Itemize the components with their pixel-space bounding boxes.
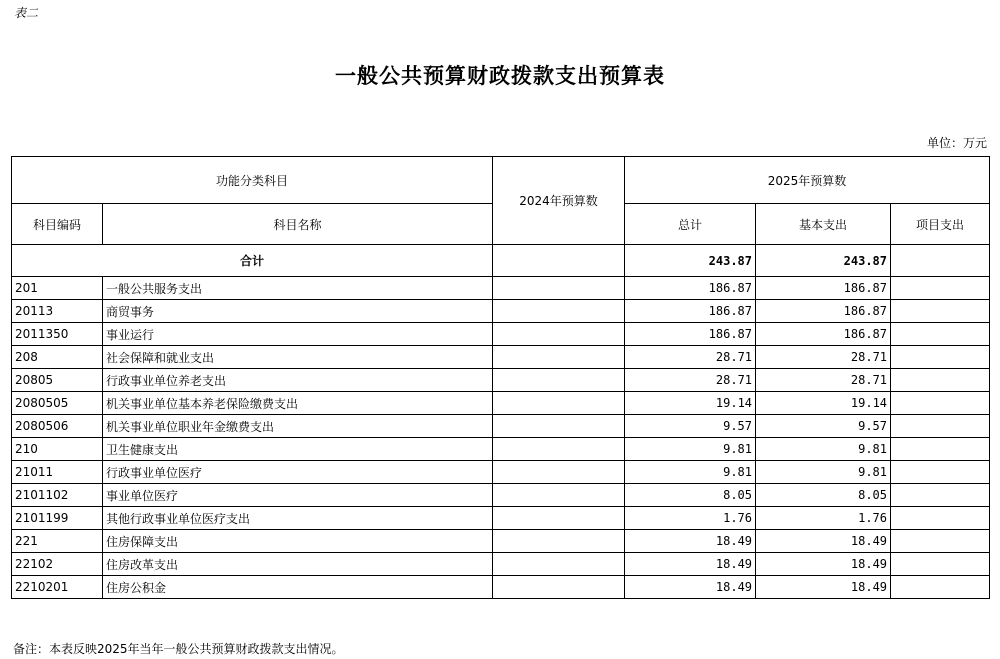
header-budget-2025-group: 2025年预算数	[625, 157, 990, 204]
row-code: 208	[12, 346, 103, 369]
row-name: 机关事业单位职业年金缴费支出	[103, 415, 493, 438]
row-basic: 28.71	[756, 346, 891, 369]
header-budget-2024: 2024年预算数	[493, 157, 625, 245]
row-total: 18.49	[625, 553, 756, 576]
row-project	[891, 484, 990, 507]
row-name: 商贸事务	[103, 300, 493, 323]
row-project	[891, 346, 990, 369]
row-basic: 8.05	[756, 484, 891, 507]
row-budget-2024	[493, 415, 625, 438]
table-row	[12, 507, 990, 530]
row-budget-2024	[493, 438, 625, 461]
row-code: 201	[12, 277, 103, 300]
row-project	[891, 392, 990, 415]
row-budget-2024	[493, 323, 625, 346]
row-code: 2080505	[12, 392, 103, 415]
total-basic: 243.87	[756, 245, 891, 277]
row-basic: 1.76	[756, 507, 891, 530]
row-total: 9.81	[625, 438, 756, 461]
row-name: 其他行政事业单位医疗支出	[103, 507, 493, 530]
table-row	[12, 530, 990, 553]
budget-table	[11, 156, 990, 599]
row-project	[891, 415, 990, 438]
total-total: 243.87	[625, 245, 756, 277]
row-name: 行政事业单位养老支出	[103, 369, 493, 392]
row-basic: 9.81	[756, 438, 891, 461]
row-name: 卫生健康支出	[103, 438, 493, 461]
row-basic: 18.49	[756, 576, 891, 599]
row-basic: 186.87	[756, 277, 891, 300]
header-subject-group: 功能分类科目	[12, 157, 493, 204]
table-row	[12, 392, 990, 415]
row-basic: 18.49	[756, 530, 891, 553]
header-total: 总计	[625, 204, 756, 245]
row-name: 住房保障支出	[103, 530, 493, 553]
row-budget-2024	[493, 369, 625, 392]
row-name: 行政事业单位医疗	[103, 461, 493, 484]
table-row	[12, 438, 990, 461]
table-row	[12, 323, 990, 346]
row-budget-2024	[493, 300, 625, 323]
header-name: 科目名称	[103, 204, 493, 245]
header-code: 科目编码	[12, 204, 103, 245]
row-basic: 186.87	[756, 323, 891, 346]
row-code: 20113	[12, 300, 103, 323]
row-code: 210	[12, 438, 103, 461]
row-name: 住房公积金	[103, 576, 493, 599]
row-total: 28.71	[625, 369, 756, 392]
total-project	[891, 245, 990, 277]
row-project	[891, 438, 990, 461]
row-budget-2024	[493, 346, 625, 369]
row-code: 2080506	[12, 415, 103, 438]
table-row	[12, 300, 990, 323]
row-budget-2024	[493, 277, 625, 300]
unit-label: 单位：万元	[926, 136, 987, 150]
row-total: 9.57	[625, 415, 756, 438]
total-row	[12, 245, 990, 277]
table-row	[12, 576, 990, 599]
row-total: 28.71	[625, 346, 756, 369]
row-code: 2101102	[12, 484, 103, 507]
row-code: 22102	[12, 553, 103, 576]
table-row	[12, 277, 990, 300]
row-project	[891, 369, 990, 392]
footnote: 备注：本表反映2025年当年一般公共预算财政拨款支出情况。	[13, 642, 344, 656]
row-project	[891, 553, 990, 576]
row-project	[891, 300, 990, 323]
row-project	[891, 461, 990, 484]
row-name: 事业运行	[103, 323, 493, 346]
table-row	[12, 484, 990, 507]
row-code: 20805	[12, 369, 103, 392]
row-total: 18.49	[625, 576, 756, 599]
row-project	[891, 323, 990, 346]
row-name: 社会保障和就业支出	[103, 346, 493, 369]
row-name: 机关事业单位基本养老保险缴费支出	[103, 392, 493, 415]
row-total: 186.87	[625, 323, 756, 346]
row-code: 221	[12, 530, 103, 553]
row-basic: 9.57	[756, 415, 891, 438]
row-code: 2101199	[12, 507, 103, 530]
row-total: 8.05	[625, 484, 756, 507]
table-row	[12, 461, 990, 484]
row-basic: 18.49	[756, 553, 891, 576]
table-number-label: 表二	[14, 6, 39, 20]
row-basic: 28.71	[756, 369, 891, 392]
row-budget-2024	[493, 461, 625, 484]
row-code: 21011	[12, 461, 103, 484]
row-total: 18.49	[625, 530, 756, 553]
page-title: 一般公共预算财政拨款支出预算表	[335, 63, 665, 88]
row-total: 9.81	[625, 461, 756, 484]
table-row	[12, 369, 990, 392]
header-row-1	[12, 157, 990, 204]
row-budget-2024	[493, 530, 625, 553]
row-project	[891, 530, 990, 553]
row-code: 2210201	[12, 576, 103, 599]
row-budget-2024	[493, 576, 625, 599]
total-budget-2024	[493, 245, 625, 277]
row-budget-2024	[493, 392, 625, 415]
row-total: 186.87	[625, 277, 756, 300]
row-project	[891, 277, 990, 300]
total-label: 合计	[12, 245, 493, 277]
table-row	[12, 346, 990, 369]
row-budget-2024	[493, 484, 625, 507]
row-project	[891, 576, 990, 599]
row-budget-2024	[493, 553, 625, 576]
header-basic: 基本支出	[756, 204, 891, 245]
row-basic: 186.87	[756, 300, 891, 323]
row-name: 一般公共服务支出	[103, 277, 493, 300]
row-budget-2024	[493, 507, 625, 530]
row-total: 1.76	[625, 507, 756, 530]
row-name: 住房改革支出	[103, 553, 493, 576]
row-name: 事业单位医疗	[103, 484, 493, 507]
row-basic: 19.14	[756, 392, 891, 415]
row-total: 186.87	[625, 300, 756, 323]
header-project: 项目支出	[891, 204, 990, 245]
row-basic: 9.81	[756, 461, 891, 484]
row-total: 19.14	[625, 392, 756, 415]
row-project	[891, 507, 990, 530]
row-code: 2011350	[12, 323, 103, 346]
table-row	[12, 553, 990, 576]
table-row	[12, 415, 990, 438]
